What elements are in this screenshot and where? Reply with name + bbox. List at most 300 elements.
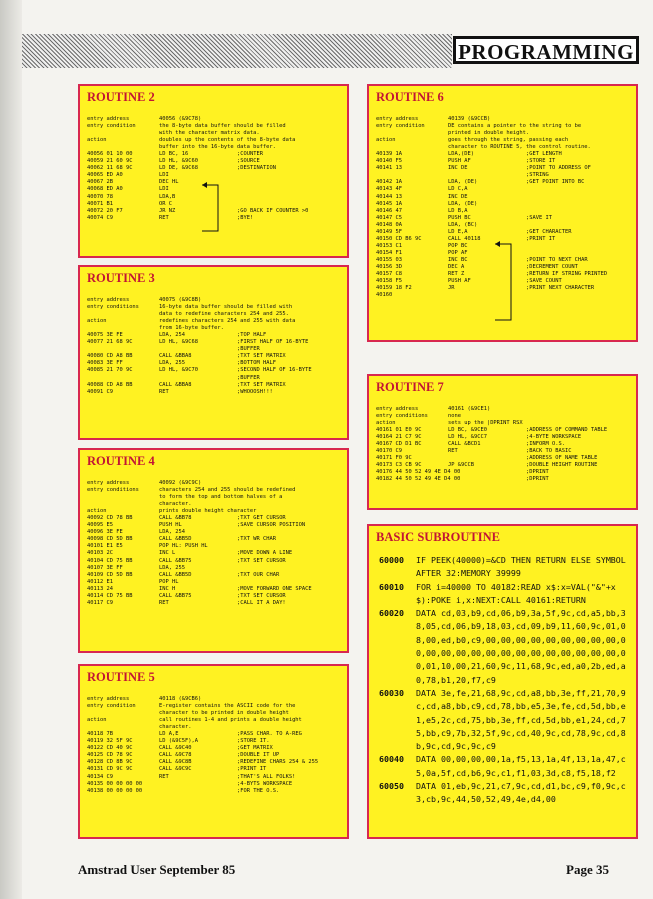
comment-cell: ;GET MATRIX <box>237 745 273 752</box>
address-cell: 40141 13 <box>376 165 402 172</box>
instruction-cell: none <box>448 413 461 420</box>
listing-row <box>87 151 343 158</box>
basic-line-text: FOR i=40000 TO 40182:READ x$:x=VAL("&"+x$):POKE i,x:NEXT:CALL 40161:RETURN <box>416 581 616 605</box>
listing-row <box>87 325 343 332</box>
comment-cell: ;4-BYTE WORKSPACE <box>526 434 582 441</box>
comment-cell: ;FOR THE O.S. <box>237 787 280 794</box>
address-cell: 40171 F0 9C <box>376 455 412 462</box>
section-header <box>453 36 639 64</box>
instruction-cell: PUSH AF <box>448 158 471 165</box>
comment-cell: ;PRINT IT <box>237 766 267 773</box>
comment-cell: ;BUFFER <box>237 346 260 353</box>
basic-line <box>379 581 630 608</box>
comment-cell: ;BACK TO BASIC <box>526 448 572 455</box>
instruction-cell: PUSH AF <box>448 278 471 285</box>
listing-row <box>87 522 343 529</box>
basic-line-number: 60000 <box>379 555 404 565</box>
comment-cell: ;ADDRESS OF COMMAND TABLE <box>526 427 608 434</box>
routine-7-title: ROUTINE 7 <box>376 380 444 394</box>
listing-row <box>376 130 632 137</box>
address-cell: 40067 2B <box>87 179 113 186</box>
listing-row <box>87 375 343 382</box>
listing-row <box>87 346 343 353</box>
address-cell: 40092 CD 78 BB <box>87 515 133 522</box>
instruction-cell: CALL &BB5D <box>159 571 192 578</box>
listing-row <box>87 165 343 172</box>
instruction-cell: INC BC <box>448 256 468 263</box>
basic-subroutine-box <box>367 524 638 839</box>
listing-row <box>376 179 632 186</box>
address-cell: 40139 1A <box>376 151 402 158</box>
routine-4-box <box>78 448 349 653</box>
comment-cell: ;DOUBLE IT UP <box>237 752 280 759</box>
instruction-cell: 16-byte data buffer should be filled with <box>159 304 293 311</box>
instruction-cell: LD HL, &9C68 <box>159 339 198 346</box>
routine-4-listing <box>87 480 343 607</box>
address-cell: 40160 <box>376 292 393 299</box>
instruction-cell: CALL &BBA8 <box>159 353 192 360</box>
listing-row <box>376 427 632 434</box>
address-cell: 40148 0A <box>376 221 402 228</box>
listing-row <box>376 441 632 448</box>
basic-line-text: IF PEEK(40000)=&CD THEN RETURN ELSE SYMBOL AFTER 32:MEMORY 39999 <box>416 555 626 579</box>
basic-line-number: 60050 <box>379 781 404 792</box>
section-title: PROGRAMMING <box>458 40 634 64</box>
comment-cell: ;COUNTER <box>237 151 263 158</box>
listing-row <box>87 717 343 724</box>
address-cell: 40144 13 <box>376 193 402 200</box>
instruction-cell: POP BC <box>448 242 468 249</box>
address-cell: 40135 00 00 00 00 <box>87 780 143 787</box>
listing-row <box>87 332 343 339</box>
instruction-cell: LD BC, &9CE0 <box>448 427 487 434</box>
address-cell: 40104 CD 75 BB <box>87 557 133 564</box>
listing-row <box>87 360 343 367</box>
instruction-cell: character to ROUTINE 5, the control routine. <box>448 144 591 151</box>
instruction-cell: RET <box>159 388 169 395</box>
address-cell: 40146 47 <box>376 207 402 214</box>
listing-row <box>376 201 632 208</box>
loop-arrow-icon <box>200 179 240 239</box>
address-cell: 40068 ED A0 <box>87 186 123 193</box>
instruction-cell: LD A,E <box>159 731 179 738</box>
listing-row <box>87 536 343 543</box>
comment-cell: ;INFORM O.S. <box>526 441 565 448</box>
listing-row <box>87 593 343 600</box>
routine-7-box <box>367 374 638 510</box>
address-cell: action <box>87 508 107 515</box>
address-cell: entry conditions <box>87 304 139 311</box>
comment-cell: ;4-BYTS WORKSPACE <box>237 780 293 787</box>
listing-row <box>376 455 632 462</box>
instruction-cell: CALL &BCD1 <box>448 441 481 448</box>
instruction-cell: LD C,A <box>448 186 468 193</box>
listing-row <box>87 543 343 550</box>
comment-cell: ;TXT SET CURSOR <box>237 557 286 564</box>
address-cell: 40157 C8 <box>376 271 402 278</box>
address-cell: entry condition <box>87 703 136 710</box>
comment-cell: ;GET LENGTH <box>526 151 562 158</box>
address-cell: 40147 C5 <box>376 214 402 221</box>
instruction-cell: LDA,B <box>159 193 176 200</box>
instruction-cell: printed in double height. <box>448 130 530 137</box>
comment-cell: ;REDEFINE CHARS 254 & 255 <box>237 759 319 766</box>
page-number: Page 35 <box>566 862 609 877</box>
basic-line-number: 60010 <box>379 581 404 592</box>
instruction-cell: LD HL, &9C70 <box>159 367 198 374</box>
routine-5-box <box>78 664 349 839</box>
comment-cell: ;TXT WR CHAR <box>237 536 276 543</box>
instruction-cell: character to be printed in double height <box>159 710 289 717</box>
instruction-cell: 40139 (&9CCB) <box>448 116 491 122</box>
listing-row <box>87 339 343 346</box>
comment-cell: ;POINT TO ADDRESS OF <box>526 165 591 172</box>
listing-row <box>376 476 632 483</box>
comment-cell: ;TXT SET MATRIX <box>237 381 286 388</box>
address-cell: 40075 3E FE <box>87 332 123 339</box>
instruction-cell: characters 254 and 255 should be redefined <box>159 487 296 494</box>
listing-row <box>376 194 632 201</box>
listing-row <box>87 389 343 396</box>
basic-line <box>379 554 630 581</box>
instruction-cell: call routines 1-4 and prints a double height <box>159 717 302 724</box>
listing-row <box>87 304 343 311</box>
address-cell: 40176 44 50 52 49 4E D4 00 <box>376 469 461 476</box>
address-cell: 40149 5F <box>376 228 402 235</box>
routine-4-title: ROUTINE 4 <box>87 454 155 468</box>
address-cell: 40114 CD 75 BB <box>87 592 133 599</box>
instruction-cell: RET <box>159 214 169 221</box>
instruction-cell: CALL &9C8B <box>159 759 192 766</box>
instruction-cell: LDA, 255 <box>159 564 185 571</box>
comment-cell: ;ADDRESS OF NAME TABLE <box>526 455 598 462</box>
address-cell: 40145 1A <box>376 200 402 207</box>
routine-2-title: ROUTINE 2 <box>87 90 155 104</box>
listing-row <box>87 158 343 165</box>
listing-row <box>87 759 343 766</box>
basic-line <box>379 780 630 807</box>
listing-row <box>376 208 632 215</box>
instruction-cell: INC L <box>159 550 176 557</box>
instruction-cell: LDA, 255 <box>159 360 185 367</box>
comment-cell: ;TXT GET CURSOR <box>237 515 286 522</box>
basic-line-text: DATA 01,eb,9c,21,c7,9c,cd,d1,bc,c9,f0,9c,c3,cb,9c,44,50,52,49,4e,d4,00 <box>416 781 626 805</box>
address-cell: entry condition <box>376 123 425 130</box>
address-cell: 40164 21 C7 9C <box>376 434 422 441</box>
address-cell: 40182 44 50 52 49 4E D4 00 <box>376 476 461 483</box>
comment-cell: ;FIRST HALF OF 16-BYTE <box>237 339 309 346</box>
routine-6-box <box>367 84 638 342</box>
address-cell: entry address <box>376 116 419 122</box>
listing-row <box>87 480 343 487</box>
address-cell: 40062 11 68 9C <box>87 165 133 172</box>
address-cell: 40156 3D <box>376 263 402 270</box>
comment-cell: ;DPRINT <box>526 469 549 476</box>
listing-row <box>87 745 343 752</box>
address-cell: 40098 CD 5D BB <box>87 536 133 543</box>
listing-row <box>376 434 632 441</box>
instruction-cell: INC DE <box>448 193 468 200</box>
comment-cell: ;DESTINATION <box>237 165 276 172</box>
instruction-cell: LD HL, &9C60 <box>159 158 198 165</box>
listing-row <box>87 752 343 759</box>
address-cell: 40167 CD D1 BC <box>376 441 422 448</box>
listing-row <box>376 165 632 172</box>
routine-2-box <box>78 84 349 258</box>
listing-row <box>87 766 343 773</box>
comment-cell: ;BUFFER <box>237 374 260 381</box>
basic-line <box>379 687 630 753</box>
instruction-cell: PUSH HL <box>159 522 182 529</box>
address-cell: 40161 01 E0 9C <box>376 427 422 434</box>
instruction-cell: doubles up the contents of the 8-byte data <box>159 137 296 144</box>
address-cell: entry address <box>87 480 130 486</box>
comment-cell: ;SAVE CURSOR POSITION <box>237 522 306 529</box>
listing-row <box>87 565 343 572</box>
listing-row <box>87 586 343 593</box>
basic-line-number: 60020 <box>379 608 404 619</box>
listing-row <box>87 738 343 745</box>
listing-row <box>376 172 632 179</box>
listing-row <box>87 311 343 318</box>
instruction-cell: OR C <box>159 200 172 207</box>
listing-row <box>87 515 343 522</box>
address-cell: 40070 78 <box>87 193 113 200</box>
instruction-cell: RET Z <box>448 271 465 278</box>
instruction-cell: sets up the |DPRINT RSX <box>448 420 523 427</box>
listing-row <box>87 487 343 494</box>
instruction-cell: to form the top and bottom halves of a <box>159 494 283 501</box>
address-cell: entry address <box>376 406 419 412</box>
address-cell: 40096 3E FE <box>87 529 123 536</box>
instruction-cell: buffer into the 16-byte data buffer. <box>159 144 276 151</box>
instruction-cell: the 8-byte data buffer should be filled <box>159 123 286 130</box>
comment-cell: ;DECREMENT COUNT <box>526 263 578 270</box>
listing-row <box>87 137 343 144</box>
listing-row <box>87 529 343 536</box>
routine-5-title: ROUTINE 5 <box>87 670 155 684</box>
comment-cell: ;PRINT NEXT CHARACTER <box>526 285 595 292</box>
address-cell: 40158 F5 <box>376 278 402 285</box>
instruction-cell: POP HL: PUSH HL <box>159 543 208 550</box>
address-cell: entry address <box>87 696 130 702</box>
basic-line-text: DATA cd,03,b9,cd,06,b9,3a,5f,9c,cd,a5,bb,38,05,cd,06,b9,18,03,cd,09,b9,11,60,9c,01,08,00,ed,b0,c9,00,00,00,00,00,00,00,00,00,00,00,00,00,00,00,00,00,00,00,00,00,00,00,00,01,10,00,21,60,9c,11,68,9c,ed,a0,2b,ed,a0,78,b1,20,f7,c9 <box>416 608 626 685</box>
routine-3-listing <box>87 297 343 396</box>
instruction-cell: DEC HL <box>159 179 179 186</box>
instruction-cell: LD E,A <box>448 228 468 235</box>
address-cell: 40143 4F <box>376 186 402 193</box>
listing-row <box>376 151 632 158</box>
listing-row <box>87 788 343 795</box>
instruction-cell: LDA, (DE) <box>448 179 478 186</box>
address-cell: 40140 F5 <box>376 158 402 165</box>
instruction-cell: JP &9CCB <box>448 462 474 469</box>
instruction-cell: LD DE, &9C68 <box>159 165 198 172</box>
address-cell: action <box>87 318 107 325</box>
address-cell: entry address <box>87 297 130 303</box>
address-cell: 40103 2C <box>87 550 113 557</box>
comment-cell: ;SOURCE <box>237 158 260 165</box>
listing-row <box>87 724 343 731</box>
listing-row <box>87 382 343 389</box>
address-cell: 40113 24 <box>87 585 113 592</box>
comment-cell: ;GO BACK IF COUNTER >0 <box>237 207 309 214</box>
magazine-footer: Amstrad User September 85 <box>78 862 236 877</box>
listing-row <box>87 731 343 738</box>
instruction-cell: RET <box>448 448 458 455</box>
listing-row <box>87 297 343 304</box>
instruction-cell: LD (&9C5F),A <box>159 738 198 745</box>
instruction-cell: CALL &BBA8 <box>159 381 192 388</box>
instruction-cell: redefines characters 254 and 255 with data <box>159 318 296 325</box>
instruction-cell: character. <box>159 501 192 508</box>
listing-row <box>376 462 632 469</box>
address-cell: 40138 00 00 00 00 <box>87 787 143 794</box>
address-cell: 40153 C1 <box>376 242 402 249</box>
routine-3-title: ROUTINE 3 <box>87 271 155 285</box>
listing-row <box>376 420 632 427</box>
instruction-cell: PUSH BC <box>448 214 471 221</box>
listing-row <box>376 186 632 193</box>
listing-row <box>87 494 343 501</box>
listing-row <box>376 229 632 236</box>
instruction-cell: goes through the string, passing each <box>448 137 569 144</box>
instruction-cell: LDI <box>159 172 169 179</box>
instruction-cell: POP AF <box>448 249 468 256</box>
address-cell: 40074 C9 <box>87 214 113 221</box>
address-cell: 40101 E1 E5 <box>87 543 123 550</box>
instruction-cell: CALL &BB78 <box>159 515 192 522</box>
basic-listing <box>379 554 630 807</box>
instruction-cell: CALL &BB5D <box>159 536 192 543</box>
listing-row <box>87 781 343 788</box>
instruction-cell: LDA, 254 <box>159 529 185 536</box>
listing-row <box>87 558 343 565</box>
instruction-cell: CALL &9C9C <box>159 766 192 773</box>
instruction-cell: from 16-byte buffer. <box>159 325 224 332</box>
listing-row <box>87 710 343 717</box>
routine-6-title: ROUTINE 6 <box>376 90 444 104</box>
address-cell: 40109 CD 5D BB <box>87 571 133 578</box>
comment-cell: ;STORE IT <box>526 158 556 165</box>
comment-cell: ;MOVE FORWARD ONE SPACE <box>237 585 312 592</box>
address-cell: entry address <box>87 116 130 122</box>
instruction-cell: CALL &BB75 <box>159 557 192 564</box>
address-cell: action <box>87 717 107 724</box>
listing-row <box>87 550 343 557</box>
instruction-cell: LDA, 254 <box>159 332 185 339</box>
comment-cell: ;DPRINT <box>526 476 549 483</box>
instruction-cell: 40056 (&9C78) <box>159 116 202 122</box>
listing-row <box>376 137 632 144</box>
comment-cell: ;RETURN IF STRING PRINTED <box>526 271 608 278</box>
address-cell: entry conditions <box>87 487 139 494</box>
comment-cell: ;BOTTOM HALF <box>237 360 276 367</box>
comment-cell: ;THAT'S ALL FOLKS! <box>237 773 296 780</box>
address-cell: 40118 7B <box>87 731 113 738</box>
routine-5-listing <box>87 696 343 795</box>
listing-row <box>87 579 343 586</box>
instruction-cell: JR NZ <box>159 207 176 214</box>
address-cell: 40071 B1 <box>87 200 113 207</box>
instruction-cell: CALL &BB75 <box>159 592 192 599</box>
address-cell: 40056 01 10 00 <box>87 151 133 158</box>
listing-row <box>87 508 343 515</box>
listing-row <box>376 413 632 420</box>
address-cell: 40173 C3 CB 9C <box>376 462 422 469</box>
basic-line-number: 60040 <box>379 754 404 765</box>
instruction-cell: 40161 (&9CE1) <box>448 406 491 412</box>
listing-row <box>87 318 343 325</box>
comment-cell: ;TXT SET MATRIX <box>237 353 286 360</box>
address-cell: 40128 CD 8B 9C <box>87 759 133 766</box>
address-cell: 40119 32 5F 9C <box>87 738 133 745</box>
address-cell: 40091 C9 <box>87 388 113 395</box>
instruction-cell: 40092 (&9C9C) <box>159 480 202 486</box>
instruction-cell: POP HL <box>159 578 179 585</box>
address-cell: 40112 E1 <box>87 578 113 585</box>
instruction-cell: LDA,(DE) <box>448 151 474 158</box>
address-cell: 40134 C9 <box>87 773 113 780</box>
routine-7-listing <box>376 406 632 484</box>
comment-cell: ;SECOND HALF OF 16-BYTE <box>237 367 312 374</box>
address-cell: 40142 1A <box>376 179 402 186</box>
instruction-cell: prints double height character <box>159 508 257 515</box>
address-cell: 40077 21 68 9C <box>87 339 133 346</box>
listing-row <box>376 448 632 455</box>
listing-row <box>376 116 632 123</box>
listing-row <box>376 215 632 222</box>
listing-row <box>376 144 632 151</box>
address-cell: 40080 CD A8 BB <box>87 353 133 360</box>
instruction-cell: CALL 40118 <box>448 235 481 242</box>
instruction-cell: 40118 (&9CB6) <box>159 696 202 702</box>
comment-cell: ;DOUBLE HEIGHT ROUTINE <box>526 462 598 469</box>
instruction-cell: LD BC, 16 <box>159 151 189 158</box>
listing-row <box>87 572 343 579</box>
comment-cell: ;BYE! <box>237 214 254 221</box>
address-cell: 40072 20 F7 <box>87 207 123 214</box>
address-cell: 40159 18 F2 <box>376 285 412 292</box>
listing-row <box>87 703 343 710</box>
address-cell: entry condition <box>87 123 136 130</box>
instruction-cell: LDA, (DE) <box>448 200 478 207</box>
comment-cell: ;PRINT IT <box>526 235 556 242</box>
instruction-cell: 40075 (&9C8B) <box>159 297 202 303</box>
basic-line-text: DATA 00,00,00,00,1a,f5,13,1a,4f,13,1a,47,c5,0a,5f,cd,b6,9c,c1,f1,03,3d,c8,f5,18,f2 <box>416 754 626 778</box>
instruction-cell: INC H <box>159 585 176 592</box>
listing-row <box>376 469 632 476</box>
comment-cell: ;POINT TO NEXT CHAR <box>526 256 588 263</box>
comment-cell: ;GET CHARACTER <box>526 228 572 235</box>
listing-row <box>376 123 632 130</box>
address-cell: 40131 CD 9C 9C <box>87 766 133 773</box>
address-cell: 40154 F1 <box>376 249 402 256</box>
comment-cell: ;TOP HALF <box>237 332 267 339</box>
address-cell: 40095 E5 <box>87 522 113 529</box>
instruction-cell: LD HL, &9CC7 <box>448 434 487 441</box>
instruction-cell: LDI <box>159 186 169 193</box>
address-cell: action <box>376 137 396 144</box>
listing-row <box>87 696 343 703</box>
comment-cell: ;WHOOOSH!!! <box>237 388 273 395</box>
instruction-cell: LD B,A <box>448 207 468 214</box>
address-cell: 40107 3E FF <box>87 564 123 571</box>
address-cell: 40065 ED A0 <box>87 172 123 179</box>
address-cell: 40155 03 <box>376 256 402 263</box>
address-cell: action <box>87 137 107 144</box>
listing-row <box>87 353 343 360</box>
